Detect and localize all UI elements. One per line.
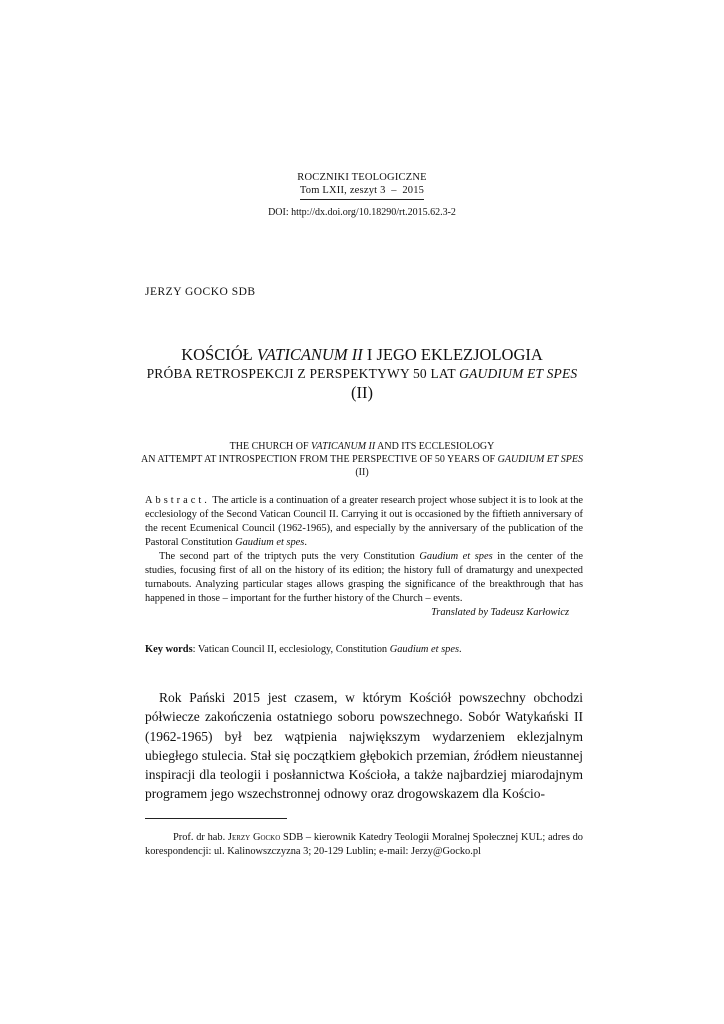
- journal-name: ROCZNIKI TEOLOGICZNE: [297, 172, 427, 183]
- journal-issue-dash: –: [391, 185, 397, 196]
- en-title-text: AN ATTEMPT AT INTROSPECTION FROM THE PERSPECTIVE OF 50 YEARS OF: [140, 454, 498, 465]
- title-polish: [0, 345, 724, 402]
- title-part-number: (II): [351, 383, 373, 402]
- title-text: KOŚCIÓŁ: [181, 345, 257, 364]
- journal-issue-year: 2015: [402, 185, 425, 196]
- footnote-text: SDB – kierownik Katedry Teologii Moralnej Społecznej KUL; adres do korespondencji: ul. Kalinowszczyzna 3; 20-129 Lublin; e-mail: Jerzy@Gocko.pl: [145, 832, 583, 857]
- abstract-italic: Gaudium et spes: [235, 537, 305, 548]
- keywords: [145, 643, 583, 657]
- title-italic: VATICANUM II: [256, 345, 363, 364]
- footnote-rule: [145, 818, 287, 819]
- en-title-text: AND ITS ECCLESIOLOGY: [375, 441, 495, 452]
- author-name: JERZY GOCKO SDB: [145, 286, 256, 298]
- title-text: I JEGO EKLEZJOLOGIA: [362, 345, 543, 364]
- footnote-text: Prof. dr hab.: [173, 832, 228, 843]
- body-paragraph: Rok Pański 2015 jest czasem, w którym Kościół powszechny obchodzi półwiecze zakończenia ostatniego soboru powszechnego. Sobór Watykański II (1962-1965) był bez wątpienia największym wydarzeniem eklezjalnym ubiegłego stulecia. Stał się początkiem głębokich przemian, źródłem nieustannej inspiracji dla teologii i posłannictwa Kościoła, a także najbardziej miarodajnym programem jego wszechstronnej odnowy oraz drogowskazem dla Kościo-: [145, 690, 583, 802]
- abstract-paragraph-2: [145, 550, 583, 606]
- keywords-text: : Vatican Council II, ecclesiology, Constitution: [192, 644, 390, 655]
- journal-header: [0, 171, 724, 200]
- keywords-italic: Gaudium et spes: [389, 644, 459, 655]
- title-line-1: [0, 345, 724, 364]
- journal-rule: [300, 199, 424, 200]
- title-english: [0, 440, 724, 479]
- footnote: [145, 831, 583, 859]
- subtitle-line: [0, 364, 724, 383]
- translator-note: Translated by Tadeusz Karłowicz: [431, 607, 569, 618]
- abstract-label: Abstract.: [145, 495, 210, 506]
- en-title-italic: GAUDIUM ET SPES: [497, 454, 583, 465]
- keywords-label: Key words: [145, 644, 193, 655]
- abstract-text: The article is a continuation of a greater research project whose subject it is to look at the ecclesiology of the Second Vatican Council II. Carrying it out is occasioned by the fiftieth anniversary of the recent Ecumenical Council (1962-1965), and especially by the anniversary of the publication of the Pastoral Constitution: [145, 495, 583, 548]
- en-title-italic: VATICANUM II: [311, 441, 376, 452]
- subtitle-text: PRÓBA RETROSPEKCJI Z PERSPEKTYWY 50 LAT: [146, 366, 460, 381]
- en-title-line-1: [0, 440, 724, 453]
- footnote-author: Jerzy Gocko: [227, 832, 281, 843]
- journal-issue-volume: Tom LXII, zeszyt 3: [299, 185, 386, 196]
- doi-link[interactable]: DOI: http://dx.doi.org/10.18290/rt.2015.62.3-2: [268, 207, 456, 218]
- abstract-text: .: [304, 537, 307, 548]
- en-title-text: THE CHURCH OF: [229, 441, 312, 452]
- en-title-line-2: [0, 453, 724, 466]
- abstract-italic: Gaudium et spes: [419, 551, 493, 562]
- abstract-text: in the center of the studies, focusing first of all on the history of its edition; the history full of dramaturgy and unexpected turnabouts. Analyzing particular stages allows grasping the significance of the breakthrough that has happened in those – important for the further history of the Church – events.: [145, 551, 584, 604]
- keywords-end: .: [459, 644, 462, 655]
- journal-issue: [0, 184, 724, 197]
- abstract-text: The second part of the triptych puts the very Constitution: [159, 551, 420, 562]
- subtitle-italic: GAUDIUM ET SPES: [459, 366, 578, 381]
- abstract-paragraph-1: [145, 494, 583, 550]
- abstract: [145, 494, 583, 620]
- en-title-part-number: (II): [355, 467, 369, 478]
